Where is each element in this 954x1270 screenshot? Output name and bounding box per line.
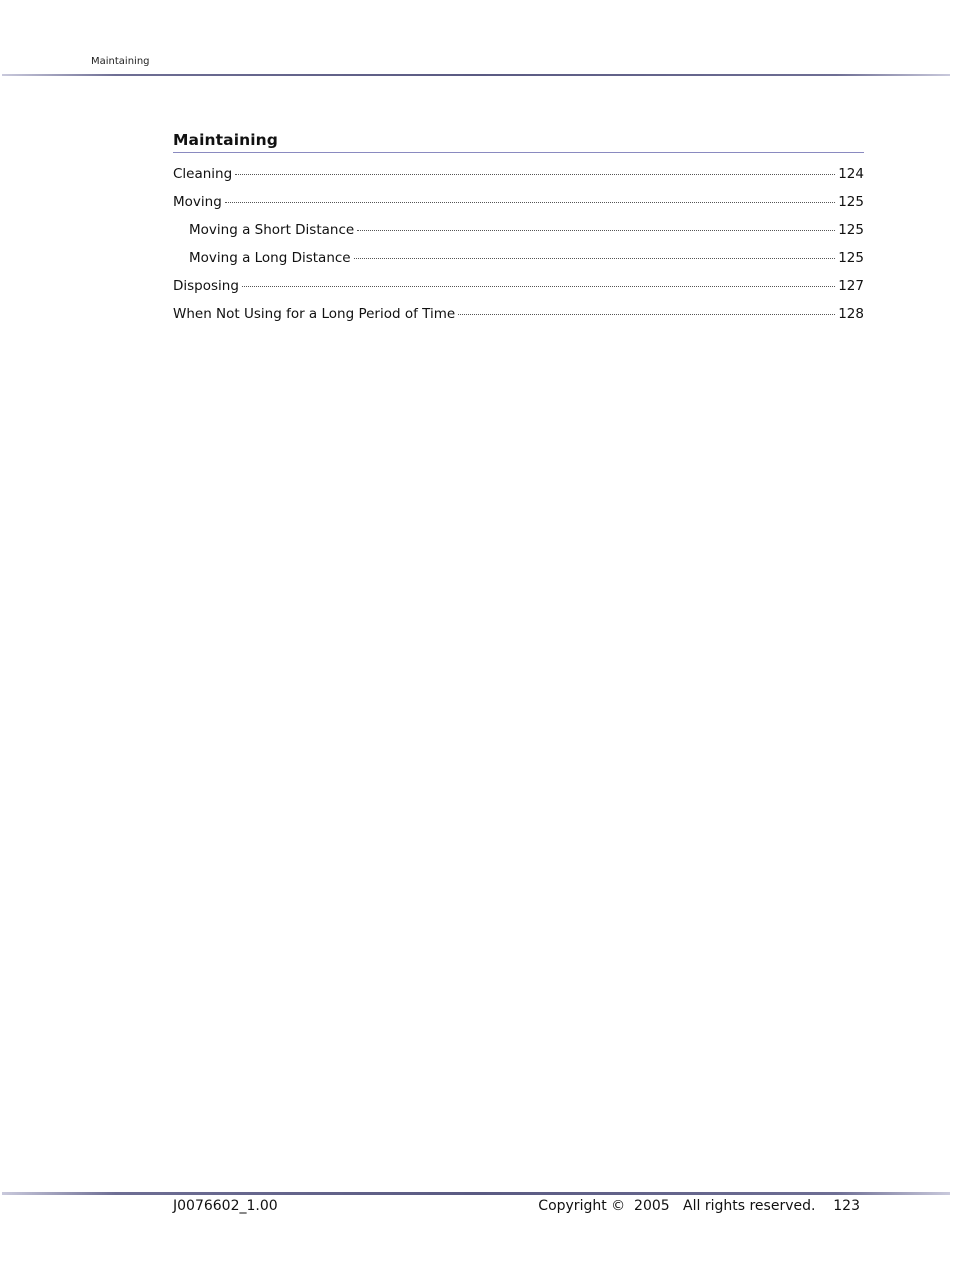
toc-entry-disposing[interactable] — [173, 272, 864, 300]
toc-entry-moving[interactable] — [173, 188, 864, 216]
header-rule — [2, 74, 950, 76]
page-number: 123 — [833, 1198, 860, 1214]
toc-entry-label: Cleaning — [173, 166, 233, 182]
toc-entry-label: Moving — [173, 194, 222, 210]
dot-leader — [357, 230, 835, 231]
section-title: Maintaining — [173, 131, 864, 153]
footer-right — [538, 1198, 860, 1214]
dot-leader — [235, 174, 835, 175]
toc-list — [173, 160, 864, 328]
dot-leader — [354, 258, 836, 259]
toc-entry-page: 125 — [838, 222, 864, 238]
dot-leader — [458, 314, 835, 315]
toc-entry-cleaning[interactable] — [173, 160, 864, 188]
toc-entry-moving-short-distance[interactable] — [173, 216, 864, 244]
toc-entry-page: 125 — [838, 194, 864, 210]
running-header: Maintaining — [91, 56, 150, 67]
dot-leader — [242, 286, 835, 287]
toc-entry-long-period[interactable] — [173, 300, 864, 328]
toc-section — [173, 131, 864, 328]
toc-entry-page: 128 — [838, 306, 864, 322]
document-id: J0076602_1.00 — [173, 1198, 278, 1214]
dot-leader — [225, 202, 835, 203]
copyright-text: Copyright © 2005 All rights reserved. — [538, 1198, 816, 1214]
toc-entry-label: Disposing — [173, 278, 239, 294]
toc-entry-label: Moving a Short Distance — [189, 222, 355, 238]
toc-entry-page: 127 — [838, 278, 864, 294]
toc-entry-label: Moving a Long Distance — [189, 250, 351, 266]
toc-entry-label: When Not Using for a Long Period of Time — [173, 306, 456, 322]
toc-entry-moving-long-distance[interactable] — [173, 244, 864, 272]
footer-rule — [2, 1192, 950, 1195]
toc-entry-page: 125 — [838, 250, 864, 266]
toc-entry-page: 124 — [838, 166, 864, 182]
